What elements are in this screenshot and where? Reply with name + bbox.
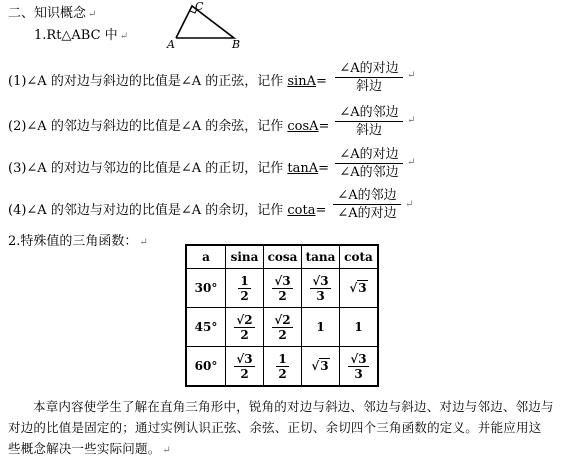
- angle-cell: 45°: [186, 308, 226, 347]
- table-row: [186, 347, 378, 387]
- table-row: [186, 269, 378, 308]
- summary-paragraph: 本章内容使学生了解在直角三角形中，锐角的对边与斜边、邻边与斜边、对边与邻边、邻边与对边的比值是固定的；通过实例认识正弦、余弦、正切、余切四个三角函数的定义。并能应用这些概念解决一些实际问题。 ↵: [8, 399, 554, 456]
- fraction-sin: ∠A的对边 斜边: [335, 60, 403, 95]
- value-cell: √3: [340, 269, 379, 308]
- definition-cot: (4)∠A 的邻边与对边的比值是∠A 的余切，记作 cota=: [8, 203, 327, 218]
- vertex-label-c: C: [195, 0, 204, 13]
- intro-line: 1.Rt△ABC 中 ↵: [34, 28, 129, 43]
- header-cell: cosa: [264, 245, 302, 269]
- value-cell: $\frac{1}{2}$: [264, 347, 302, 387]
- value-cell: 1: [340, 308, 379, 347]
- right-triangle-figure: [164, 0, 244, 52]
- value-cell: $\frac{√3}{3}$: [340, 347, 379, 387]
- angle-cell: 30°: [186, 269, 226, 308]
- value-cell: $\frac{√3}{3}$: [302, 269, 340, 308]
- vertex-label-b: B: [232, 38, 241, 51]
- value-cell: √3: [302, 347, 340, 387]
- triangle-outline: [176, 6, 234, 38]
- special-values-title: 2.特殊值的三角函数： ↵: [8, 234, 148, 249]
- value-cell: 1: [302, 308, 340, 347]
- fraction-cos: ∠A的邻边 斜边: [335, 104, 403, 139]
- angle-cell: 60°: [186, 347, 226, 387]
- table-header-row: [186, 245, 378, 269]
- vertex-label-a: A: [167, 38, 175, 51]
- fraction-cot: ∠A的邻边 ∠A的对边: [333, 187, 401, 222]
- section-title: 二、知识概念 ↵: [8, 6, 97, 21]
- header-cell: a: [186, 245, 226, 269]
- definition-tan: (3)∠A 的对边与邻边的比值是∠A 的正切，记作 tanA=: [8, 161, 330, 176]
- header-cell: sina: [226, 245, 264, 269]
- fraction-tan: ∠A的对边 ∠A的邻边: [335, 146, 403, 181]
- value-cell: $\frac{1}{2}$: [226, 269, 264, 308]
- header-cell: cota: [340, 245, 379, 269]
- value-cell: $\frac{√3}{2}$: [264, 269, 302, 308]
- header-cell: tana: [302, 245, 340, 269]
- special-values-table: [185, 244, 379, 387]
- value-cell: $\frac{√2}{2}$: [264, 308, 302, 347]
- value-cell: $\frac{√3}{2}$: [226, 347, 264, 387]
- value-cell: $\frac{√2}{2}$: [226, 308, 264, 347]
- definition-sin: (1)∠A 的对边与斜边的比值是∠A 的正弦，记作 sinA=: [8, 74, 327, 89]
- definition-cos: (2)∠A 的邻边与斜边的比值是∠A 的余弦，记作 cosA=: [8, 119, 330, 134]
- table-row: [186, 308, 378, 347]
